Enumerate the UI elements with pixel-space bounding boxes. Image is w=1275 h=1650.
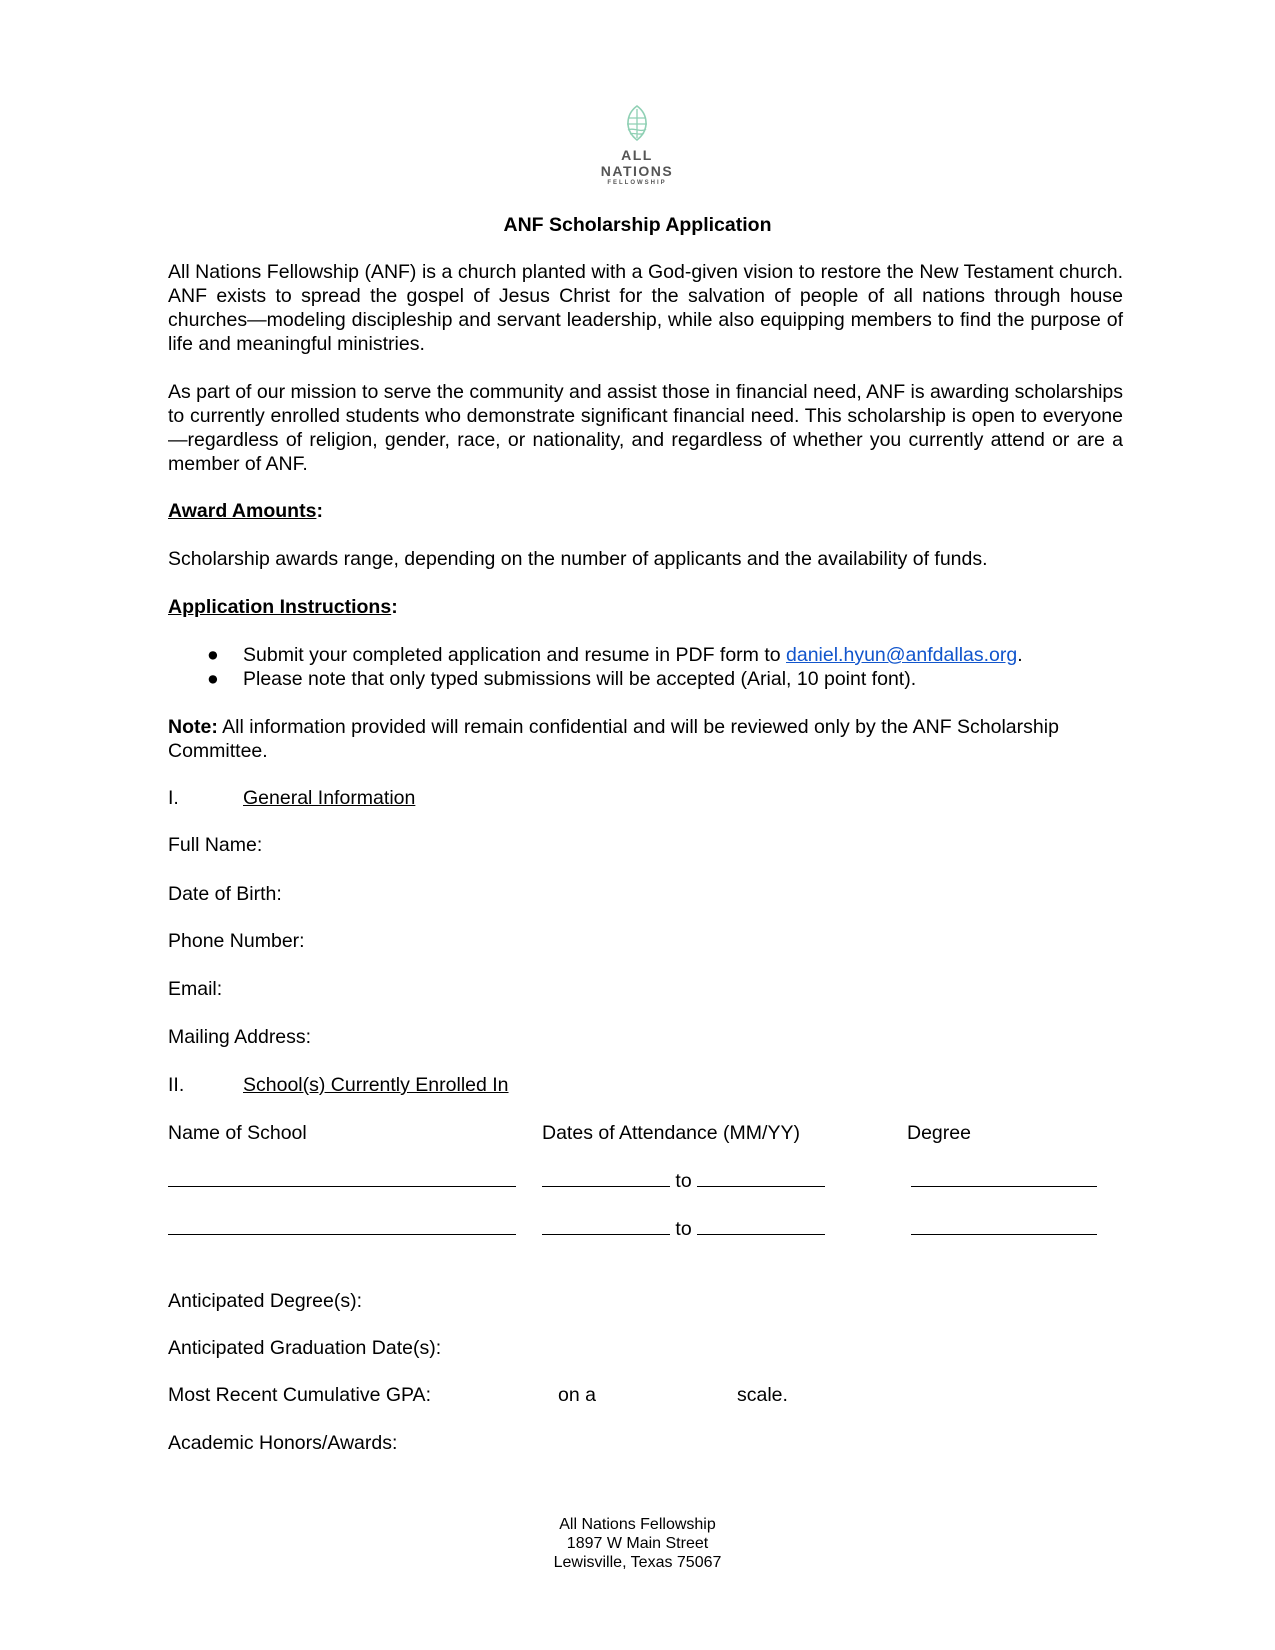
intro-paragraph-2: As part of our mission to serve the community and assist those in financial need, ANF is awarding scholarships to currently enrolled students who demonstrate significant financial need. This scholarship is open to everyone—regardless of religion, gender, race, or nationality, and regardless of whether you currently attend or are a member of ANF. (168, 381, 1123, 475)
bullet-1 (243, 643, 1023, 667)
award-heading-text: Award Amounts (168, 500, 317, 522)
section-2-title: School(s) Currently Enrolled In (243, 1074, 509, 1096)
bullet-icon: ● (207, 644, 219, 666)
anf-logo: ALL NATIONS FELLOWSHIP (587, 105, 687, 187)
footer-street: 1897 W Main Street (566, 1535, 709, 1552)
column-school: Name of School (168, 1122, 307, 1144)
note (168, 715, 1123, 763)
leaf-icon (624, 105, 650, 141)
section-1-number: I. (168, 787, 179, 809)
field-gpa: Most Recent Cumulative GPA: (168, 1384, 431, 1406)
school-row (168, 1216, 1168, 1241)
footer-city: Lewisville, Texas 75067 (553, 1554, 722, 1571)
bullet-2: Please note that only typed submissions will be accepted (Arial, 10 point font). (243, 668, 917, 690)
instructions-heading: Application Instructions: (168, 596, 398, 618)
footer-org: All Nations Fellowship (559, 1516, 716, 1533)
section-2-number: II. (168, 1074, 185, 1096)
award-heading: Award Amounts: (168, 500, 323, 522)
section-1-title: General Information (243, 787, 416, 809)
bullet-icon: ● (207, 668, 219, 690)
gpa-scale-label: scale. (737, 1384, 788, 1406)
instructions-heading-text: Application Instructions (168, 596, 392, 618)
to-label: to (675, 1218, 692, 1240)
column-dates: Dates of Attendance (MM/YY) (542, 1122, 800, 1144)
note-text: All information provided will remain confidential and will be reviewed only by the ANF Scholarship Committee. (168, 716, 1059, 762)
school-row (168, 1168, 1168, 1193)
degree-blank[interactable] (911, 1216, 1097, 1235)
field-date-of-birth: Date of Birth: (168, 883, 282, 905)
gpa-on-label: on a (558, 1384, 596, 1406)
school-name-blank[interactable] (168, 1216, 516, 1235)
degree-blank[interactable] (911, 1168, 1097, 1187)
page-title: ANF Scholarship Application (503, 214, 772, 236)
end-date-blank[interactable] (697, 1168, 825, 1187)
email-link[interactable]: daniel.hyun@anfdallas.org (786, 644, 1018, 666)
field-email: Email: (168, 978, 223, 1000)
note-label: Note: (168, 716, 218, 738)
field-graduation-date: Anticipated Graduation Date(s): (168, 1337, 442, 1359)
start-date-blank[interactable] (542, 1168, 670, 1187)
award-text: Scholarship awards range, depending on the number of applicants and the availability of funds. (168, 548, 988, 570)
bullet-1-text: Submit your completed application and resume in PDF form to (243, 644, 787, 666)
school-name-blank[interactable] (168, 1168, 516, 1187)
column-degree: Degree (907, 1122, 971, 1144)
bullet-1-suffix: . (1017, 644, 1023, 666)
intro-paragraph-1: All Nations Fellowship (ANF) is a church planted with a God-given vision to restore the New Testament church. ANF exists to spread the gospel of Jesus Christ for the salvation of people of all nations through house churches—modeling discipleship and servant leadership, while also equipping members to find the purpose of life and meaningful ministries. (168, 261, 1123, 355)
field-honors: Academic Honors/Awards: (168, 1432, 398, 1454)
field-phone: Phone Number: (168, 930, 305, 952)
field-anticipated-degree: Anticipated Degree(s): (168, 1290, 363, 1312)
field-mailing-address: Mailing Address: (168, 1026, 312, 1048)
to-label: to (675, 1170, 692, 1192)
end-date-blank[interactable] (697, 1216, 825, 1235)
field-full-name: Full Name: (168, 834, 263, 856)
start-date-blank[interactable] (542, 1216, 670, 1235)
